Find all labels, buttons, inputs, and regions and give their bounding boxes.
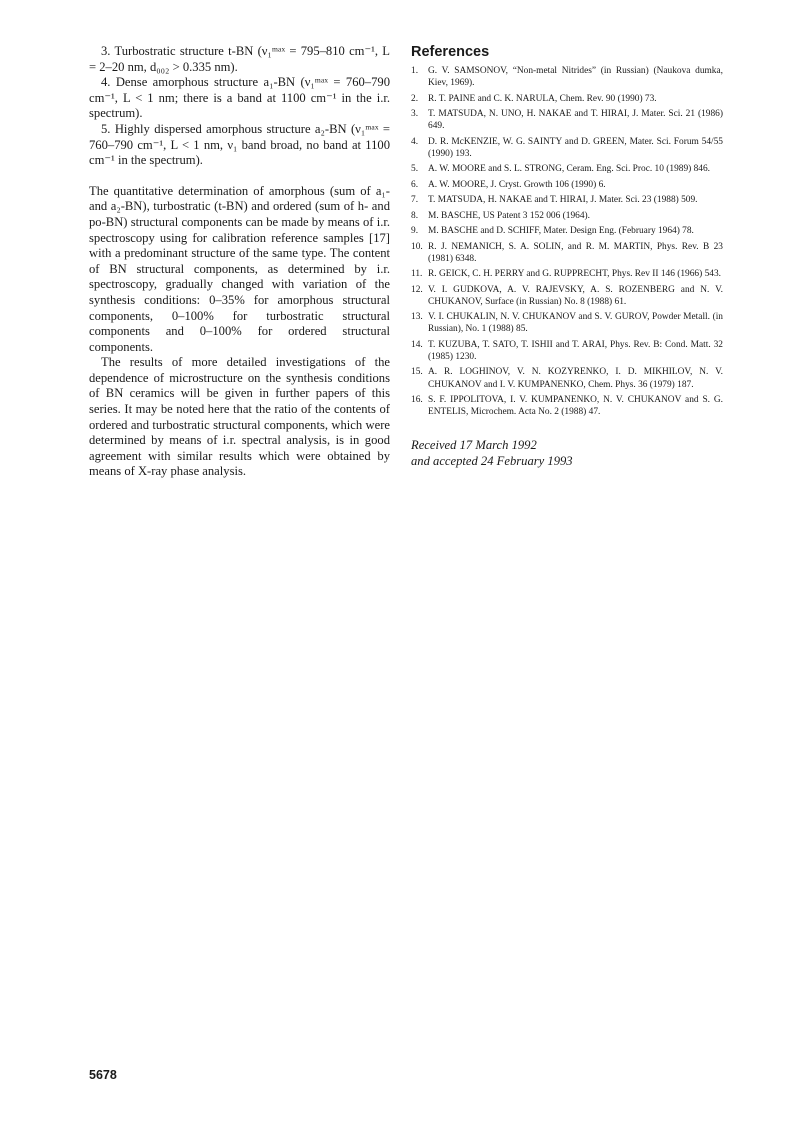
- reference-item: [411, 179, 723, 191]
- reference-number: 15.: [411, 367, 423, 378]
- reference-item: [411, 136, 723, 160]
- reference-item: [411, 284, 723, 308]
- reference-number: 13.: [411, 312, 423, 323]
- body-paragraph-2: The results of more detailed investigations of the dependence of microstructure on the synthesis conditions of BN ceramics will be given in further papers of this series. It may be noted here that the ratio of the contents of ordered and turbostratic structural components, which were determined by means of i.r. spectral analysis, is in good agreement with similar results which were obtained by means of X-ray phase analysis.: [89, 355, 390, 479]
- reference-text: S. F. IPPOLITOVA, I. V. KUMPANENKO, N. V. CHUKANOV and S. G. ENTELIS, Microchem. Acta No. 2 (1988) 47.: [428, 395, 723, 418]
- reference-text: D. R. McKENZIE, W. G. SAINTY and D. GREEN, Mater. Sci. Forum 54/55 (1990) 193.: [428, 136, 723, 159]
- reference-number: 2.: [411, 93, 419, 104]
- reference-text: R. GEICK, C. H. PERRY and G. RUPPRECHT, Phys. Rev II 146 (1966) 543.: [428, 269, 721, 280]
- accepted-date: and accepted 24 February 1993: [411, 453, 573, 468]
- reference-text: R. J. NEMANICH, S. A. SOLIN, and R. M. MARTIN, Phys. Rev. B 23 (1981) 6348.: [428, 241, 723, 264]
- reference-number: 6.: [411, 179, 419, 190]
- reference-item: [411, 194, 723, 206]
- reference-number: 14.: [411, 339, 423, 350]
- reference-item: [411, 366, 723, 390]
- reference-number: 3.: [411, 109, 419, 120]
- reference-text: G. V. SAMSONOV, “Non-metal Nitrides” (in Russian) (Naukova dumka, Kiev, 1969).: [428, 66, 723, 89]
- references-heading: References: [411, 44, 490, 60]
- reference-text: M. BASCHE and D. SCHIFF, Mater. Design Eng. (February 1964) 78.: [428, 226, 694, 237]
- reference-item: [411, 225, 723, 237]
- reference-item: [411, 241, 723, 265]
- reference-text: R. T. PAINE and C. K. NARULA, Chem. Rev. 90 (1990) 73.: [428, 93, 657, 104]
- reference-item: [411, 268, 723, 280]
- reference-number: 8.: [411, 210, 419, 221]
- reference-text: A. W. MOORE, J. Cryst. Growth 106 (1990) 6.: [428, 179, 606, 190]
- reference-text: A. R. LOGHINOV, V. N. KOZYRENKO, I. D. MIKHILOV, N. V. CHUKANOV and I. V. KUMPANENKO, Chem. Phys. 36 (1979) 187.: [428, 367, 723, 390]
- reference-number: 7.: [411, 195, 419, 206]
- reference-number: 11.: [411, 269, 423, 280]
- reference-item: [411, 339, 723, 363]
- reference-item: [411, 93, 723, 105]
- reference-item: [411, 163, 723, 175]
- left-column: [89, 44, 390, 480]
- reference-item: [411, 65, 723, 89]
- reference-number: 4.: [411, 136, 419, 147]
- reference-text: T. MATSUDA, N. UNO, H. NAKAE and T. HIRAI, J. Mater. Sci. 21 (1986) 649.: [428, 109, 723, 132]
- reference-number: 12.: [411, 284, 423, 295]
- reference-number: 5.: [411, 164, 419, 175]
- received-note: [411, 438, 723, 469]
- references-column: [411, 44, 723, 469]
- structure-item-3: 3. Turbostratic structure t-BN (ν₁ᵐᵃˣ = 795–810 cm⁻¹, L = 2–20 nm, d₀₀₂ > 0.335 nm).: [89, 44, 390, 74]
- paragraph-gap: [89, 169, 390, 184]
- reference-text: M. BASCHE, US Patent 3 152 006 (1964).: [428, 210, 590, 221]
- structure-item-5: 5. Highly dispersed amorphous structure a₂-BN (ν₁ᵐᵃˣ = 760–790 cm⁻¹, L < 1 nm, ν₁ band broad, no band at 1100 cm⁻¹ in the spectrum).: [89, 121, 390, 168]
- reference-text: V. I. GUDKOVA, A. V. RAJEVSKY, A. S. ROZENBERG and N. V. CHUKANOV, Surface (in Russian) No. 8 (1988) 61.: [428, 284, 723, 307]
- reference-item: [411, 394, 723, 418]
- structure-item-4: 4. Dense amorphous structure a₁-BN (ν₁ᵐᵃˣ = 760–790 cm⁻¹, L < 1 nm; there is a band at 1100 cm⁻¹ in the i.r. spectrum).: [89, 75, 390, 121]
- reference-number: 1.: [411, 66, 419, 76]
- page-number: 5678: [89, 1068, 117, 1082]
- reference-item: [411, 108, 723, 132]
- reference-text: T. KUZUBA, T. SATO, T. ISHII and T. ARAI, Phys. Rev. B: Cond. Matt. 32 (1985) 1230.: [428, 339, 723, 362]
- reference-number: 9.: [411, 226, 419, 237]
- reference-list: [411, 65, 723, 418]
- reference-text: A. W. MOORE and S. L. STRONG, Ceram. Eng. Sci. Proc. 10 (1989) 846.: [428, 164, 711, 175]
- reference-text: V. I. CHUKALIN, N. V. CHUKANOV and S. V. GUROV, Powder Metall. (in Russian), No. 1 (1988) 85.: [428, 312, 723, 335]
- reference-item: [411, 210, 723, 222]
- body-paragraph-1: The quantitative determination of amorphous (sum of a₁- and a₂-BN), turbostratic (t-BN) and ordered (sum of h- and po-BN) structural components can be made by means of i.r. spectroscopy using for calibration reference samples [17] with a predominant structure of the same type. The content of BN structural components, as determined by i.r. spectroscopy, gradually changed with variation of the synthesis conditions: 0–35% for amorphous structural components, 0–100% for turbostratic structural components and 0–100% for ordered structural components.: [89, 183, 390, 354]
- reference-item: [411, 311, 723, 335]
- received-date: Received 17 March 1992: [411, 438, 537, 453]
- reference-number: 16.: [411, 395, 423, 406]
- reference-text: T. MATSUDA, H. NAKAE and T. HIRAI, J. Mater. Sci. 23 (1988) 509.: [428, 195, 698, 206]
- reference-number: 10.: [411, 241, 423, 252]
